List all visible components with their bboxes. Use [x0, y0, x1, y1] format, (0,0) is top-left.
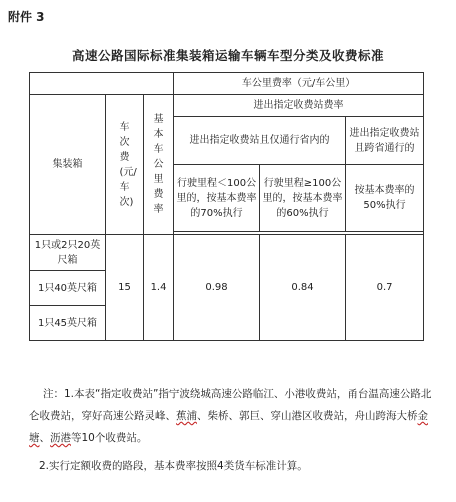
note-2: 2.实行定额收费的路段，基本费率按照4类货车标准计算。 — [39, 460, 308, 472]
header-trip-fee-cell — [106, 95, 144, 235]
header-rate: 车公里费率（元/车公里） — [174, 73, 424, 95]
note-1-text: 等10个收费站。 — [71, 432, 148, 444]
sub-header-50pct: 按基本费率的50%执行 — [346, 165, 424, 232]
note-1-text: 、柴桥、郭巨、穿山港区收费站，舟山跨海大桥 — [197, 410, 418, 422]
toll-rate-table — [29, 72, 424, 341]
row-label: 1只或2只20英尺箱 — [30, 235, 106, 271]
note-1-place: 沥港 — [50, 432, 71, 444]
note-1-text: 、 — [39, 432, 50, 444]
cell-base-rate: 1.4 — [144, 235, 174, 341]
header-base-rate: 基本车公里费率 — [153, 114, 164, 215]
row-label: 1只45英尺箱 — [30, 306, 106, 341]
header-trip-fee: 车次费(元/车次) — [119, 121, 137, 208]
header-container: 集装箱 — [30, 95, 106, 235]
notes — [29, 383, 439, 477]
sub-header-lt100: 行驶里程＜100公里的，按基本费率的70%执行 — [174, 165, 260, 232]
document-title: 高速公路国际标准集装箱运输车辆车型分类及收费标准 — [71, 48, 384, 63]
cell-rate-ge100: 0.84 — [260, 235, 346, 341]
note-1-place: 蕉浦 — [176, 410, 197, 422]
note-1 — [29, 383, 439, 449]
attachment-label: 附件 3 — [8, 10, 45, 24]
header-designated: 进出指定收费站费率 — [174, 95, 424, 117]
cell-trip-fee: 15 — [106, 235, 144, 341]
header-base-rate-cell — [144, 95, 174, 235]
note-1-place: 金塘 — [29, 410, 428, 444]
row-label: 1只40英尺箱 — [30, 271, 106, 306]
sub-header-ge100: 行驶里程≥100公里的，按基本费率的60%执行 — [260, 165, 346, 232]
cell-rate-50pct: 0.7 — [346, 235, 424, 341]
cell-rate-lt100: 0.98 — [174, 235, 260, 341]
blank-corner-cell — [30, 73, 174, 95]
note-1-text: 注：1.本表“指定收费站”指宁波绕城高速公路临江、小港收费站，甬台温高速公路北仑收费站，穿好高速公路灵峰、 — [29, 388, 432, 422]
header-via-province: 进出指定收费站且跨省通行的 — [346, 117, 424, 165]
header-province-only: 进出指定收费站且仅通行省内的 — [174, 117, 346, 165]
